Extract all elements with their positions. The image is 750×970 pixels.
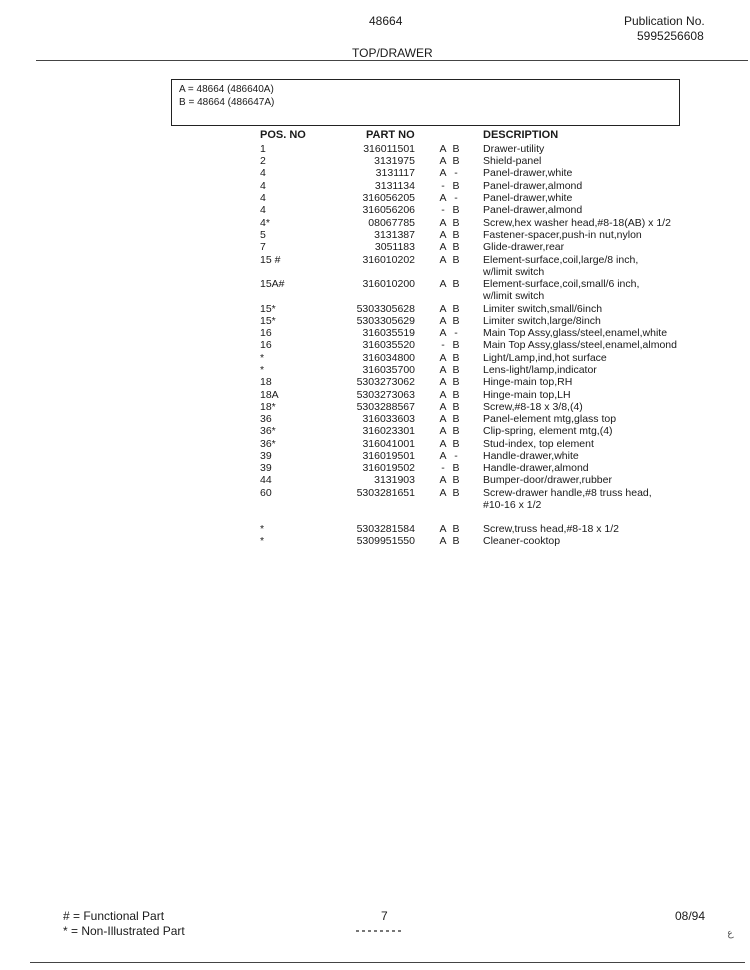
pos-cell: 4	[260, 167, 266, 179]
model-a-cell: -	[441, 339, 445, 351]
model-a-cell: A	[439, 167, 447, 179]
non-illustrated-part-note: * = Non-Illustrated Part	[63, 924, 185, 938]
pos-cell: 2	[260, 155, 266, 167]
part-cell: 316010200	[362, 278, 415, 290]
pos-cell: 4	[260, 180, 266, 192]
model-b-cell: -	[454, 167, 458, 179]
part-cell: 316035520	[362, 339, 415, 351]
model-b-cell: -	[454, 192, 458, 204]
legend-a: A = 48664 (486640A)	[179, 84, 274, 95]
part-cell: 316041001	[362, 438, 415, 450]
part-cell: 316056206	[362, 204, 415, 216]
model-a-cell: A	[439, 278, 447, 290]
part-cell: 5303281651	[356, 487, 415, 499]
model-a-cell: A	[439, 413, 447, 425]
model-a-cell: A	[439, 192, 447, 204]
description-cell: Panel-drawer,almond	[483, 180, 583, 192]
scan-dots	[356, 930, 404, 932]
footer-rule	[30, 962, 745, 963]
revision-date: 08/94	[675, 909, 706, 923]
model-a-cell: A	[439, 389, 447, 401]
part-cell: 5303273062	[356, 376, 415, 388]
page-number: 7	[381, 909, 388, 923]
model-a-cell: A	[439, 487, 447, 499]
model-b-cell: -	[454, 327, 458, 339]
pos-cell: *	[260, 364, 265, 376]
description-cell: Limiter switch,large/8inch	[483, 315, 601, 327]
part-cell: 316035700	[362, 364, 415, 376]
pos-cell: 15*	[260, 315, 276, 327]
header-rule	[36, 60, 748, 61]
model-a-cell: -	[441, 462, 445, 474]
model-b-cell: B	[452, 364, 460, 376]
model-a-cell: A	[439, 254, 447, 266]
part-cell: 5303273063	[356, 389, 415, 401]
part-cell: 5303305628	[356, 303, 415, 315]
model-b-cell: B	[452, 425, 460, 437]
description-cell: Glide-drawer,rear	[483, 241, 565, 253]
model-a-cell: A	[439, 241, 447, 253]
description-cell: Main Top Assy,glass/steel,enamel,almond	[483, 339, 677, 351]
part-cell: 316010202	[362, 254, 415, 266]
model-a-cell: A	[439, 155, 447, 167]
model-b-cell: B	[452, 352, 460, 364]
model-a-cell: -	[441, 204, 445, 216]
model-a-cell: A	[439, 229, 447, 241]
model-b-cell: B	[452, 143, 460, 155]
part-cell: 3131975	[374, 155, 415, 167]
pos-cell: 44	[260, 474, 272, 486]
column-header-part: PART NO	[366, 129, 415, 141]
description-cell: Drawer-utility	[483, 143, 545, 155]
model-a-cell: A	[439, 315, 447, 327]
model-b-cell: B	[452, 413, 460, 425]
model-b-cell: B	[452, 462, 460, 474]
part-cell: 08067785	[368, 217, 415, 229]
description-cell: Clip-spring, element mtg,(4)	[483, 425, 613, 437]
pos-cell: 16	[260, 339, 272, 351]
description-cell: Panel-drawer,almond	[483, 204, 583, 216]
functional-part-note: # = Functional Part	[63, 909, 165, 923]
model-a-cell: A	[439, 450, 447, 462]
description-cell: Cleaner-cooktop	[483, 535, 561, 547]
part-cell: 5303281584	[356, 523, 415, 535]
description-cell: Stud-index, top element	[483, 438, 594, 450]
description-cell: Screw,#8-18 x 3/8,(4)	[483, 401, 583, 413]
legend-b: B = 48664 (486647A)	[179, 97, 275, 108]
part-cell: 3131117	[375, 167, 415, 179]
model-b-cell: B	[452, 155, 460, 167]
part-cell: 316035519	[362, 327, 415, 339]
description-line: Element-surface,coil,large/8 inch,	[483, 254, 639, 266]
pos-cell: 15 #	[260, 254, 281, 266]
description-cell: Shield-panel	[483, 155, 542, 167]
model-b-cell: B	[452, 254, 460, 266]
description-cell: Bumper-door/drawer,rubber	[483, 474, 612, 486]
part-cell: 316011501	[363, 143, 415, 155]
part-cell: 316034800	[362, 352, 415, 364]
pos-cell: 18	[260, 376, 272, 388]
description-cell	[483, 487, 652, 511]
model-b-cell: B	[452, 438, 460, 450]
pos-cell: *	[260, 352, 265, 364]
model-legend-box	[171, 79, 680, 126]
model-b-cell: B	[452, 229, 460, 241]
model-b-cell: B	[452, 180, 460, 192]
description-cell: Light/Lamp,ind,hot surface	[483, 352, 607, 364]
part-cell: 3131134	[374, 180, 415, 192]
model-b-cell: B	[452, 523, 460, 535]
model-b-cell: B	[452, 241, 460, 253]
model-b-cell: B	[452, 315, 460, 327]
description-line: Element-surface,coil,small/6 inch,	[483, 278, 640, 290]
pos-cell: 7	[260, 241, 266, 253]
pos-cell: 18A	[260, 389, 279, 401]
model-b-cell: B	[452, 401, 460, 413]
description-cell: Fastener-spacer,push-in nut,nylon	[483, 229, 642, 241]
description-continuation: w/limit switch	[483, 266, 545, 278]
model-a-cell: A	[439, 364, 447, 376]
description-cell: Screw,truss head,#8-18 x 1/2	[483, 523, 619, 535]
model-b-cell: B	[452, 487, 460, 499]
model-a-cell: A	[439, 523, 447, 535]
description-cell	[483, 254, 638, 278]
model-b-cell: B	[452, 217, 460, 229]
pos-cell: 4*	[260, 217, 270, 229]
model-a-cell: A	[439, 143, 447, 155]
model-a-cell: A	[439, 376, 447, 388]
pos-cell: *	[260, 535, 265, 547]
part-cell: 3051183	[374, 241, 415, 253]
model-b-cell: B	[452, 303, 460, 315]
column-header-pos: POS. NO	[260, 129, 306, 141]
description-continuation: w/limit switch	[483, 290, 545, 302]
pos-cell: 15A#	[260, 278, 285, 290]
pos-cell: 16	[260, 327, 272, 339]
pos-cell: 36*	[260, 425, 276, 437]
description-cell: Panel-drawer,white	[483, 192, 573, 204]
model-b-cell: B	[452, 339, 460, 351]
model-a-cell: A	[439, 425, 447, 437]
handwritten-mark: ع	[725, 927, 735, 940]
pos-cell: 15*	[260, 303, 276, 315]
description-cell: Handle-drawer,almond	[483, 462, 589, 474]
part-cell: 316019501	[362, 450, 415, 462]
description-cell: Main Top Assy,glass/steel,enamel,white	[483, 327, 668, 339]
model-a-cell: -	[441, 180, 445, 192]
model-b-cell: B	[452, 278, 460, 290]
model-b-cell: B	[452, 474, 460, 486]
part-cell: 3131387	[374, 229, 415, 241]
description-cell: Hinge-main top,RH	[483, 376, 573, 388]
description-line: Screw-drawer handle,#8 truss head,	[483, 487, 652, 499]
part-cell: 316056205	[362, 192, 415, 204]
model-a-cell: A	[439, 327, 447, 339]
pos-cell: 36*	[260, 438, 276, 450]
pos-cell: 4	[260, 192, 266, 204]
description-cell: Handle-drawer,white	[483, 450, 579, 462]
description-cell: Hinge-main top,LH	[483, 389, 571, 401]
description-continuation: #10-16 x 1/2	[483, 499, 542, 511]
model-number: 48664	[369, 14, 403, 28]
publication-number: 5995256608	[637, 29, 704, 43]
model-a-cell: A	[439, 438, 447, 450]
pos-cell: 39	[260, 450, 272, 462]
model-b-cell: B	[452, 376, 460, 388]
description-cell	[483, 278, 639, 302]
model-b-cell: B	[452, 389, 460, 401]
publication-label: Publication No.	[624, 14, 705, 28]
part-cell: 5303288567	[356, 401, 415, 413]
model-a-cell: A	[439, 217, 447, 229]
pos-cell: 18*	[260, 401, 276, 413]
model-a-cell: A	[439, 303, 447, 315]
pos-cell: 5	[260, 229, 266, 241]
model-a-cell: A	[439, 535, 447, 547]
model-a-cell: A	[439, 352, 447, 364]
description-cell: Screw,hex washer head,#8-18(AB) x 1/2	[483, 217, 671, 229]
part-cell: 5309951550	[356, 535, 415, 547]
model-b-cell: B	[452, 535, 460, 547]
pos-cell: 4	[260, 204, 266, 216]
part-cell: 316033603	[362, 413, 415, 425]
column-header-description: DESCRIPTION	[483, 129, 559, 141]
part-cell: 316019502	[362, 462, 415, 474]
description-cell: Limiter switch,small/6inch	[483, 303, 603, 315]
section-title: TOP/DRAWER	[352, 46, 433, 60]
model-a-cell: A	[439, 474, 447, 486]
description-cell: Panel-drawer,white	[483, 167, 573, 179]
description-cell: Panel-element mtg,glass top	[483, 413, 617, 425]
pos-cell: 39	[260, 462, 272, 474]
pos-cell: 1	[260, 143, 266, 155]
model-a-cell: A	[439, 401, 447, 413]
part-cell: 5303305629	[356, 315, 415, 327]
part-cell: 316023301	[362, 425, 415, 437]
pos-cell: 36	[260, 413, 272, 425]
description-cell: Lens-light/lamp,indicator	[483, 364, 597, 376]
part-cell: 3131903	[374, 474, 415, 486]
pos-cell: 60	[260, 487, 272, 499]
model-b-cell: B	[452, 204, 460, 216]
model-b-cell: -	[454, 450, 458, 462]
pos-cell: *	[260, 523, 265, 535]
